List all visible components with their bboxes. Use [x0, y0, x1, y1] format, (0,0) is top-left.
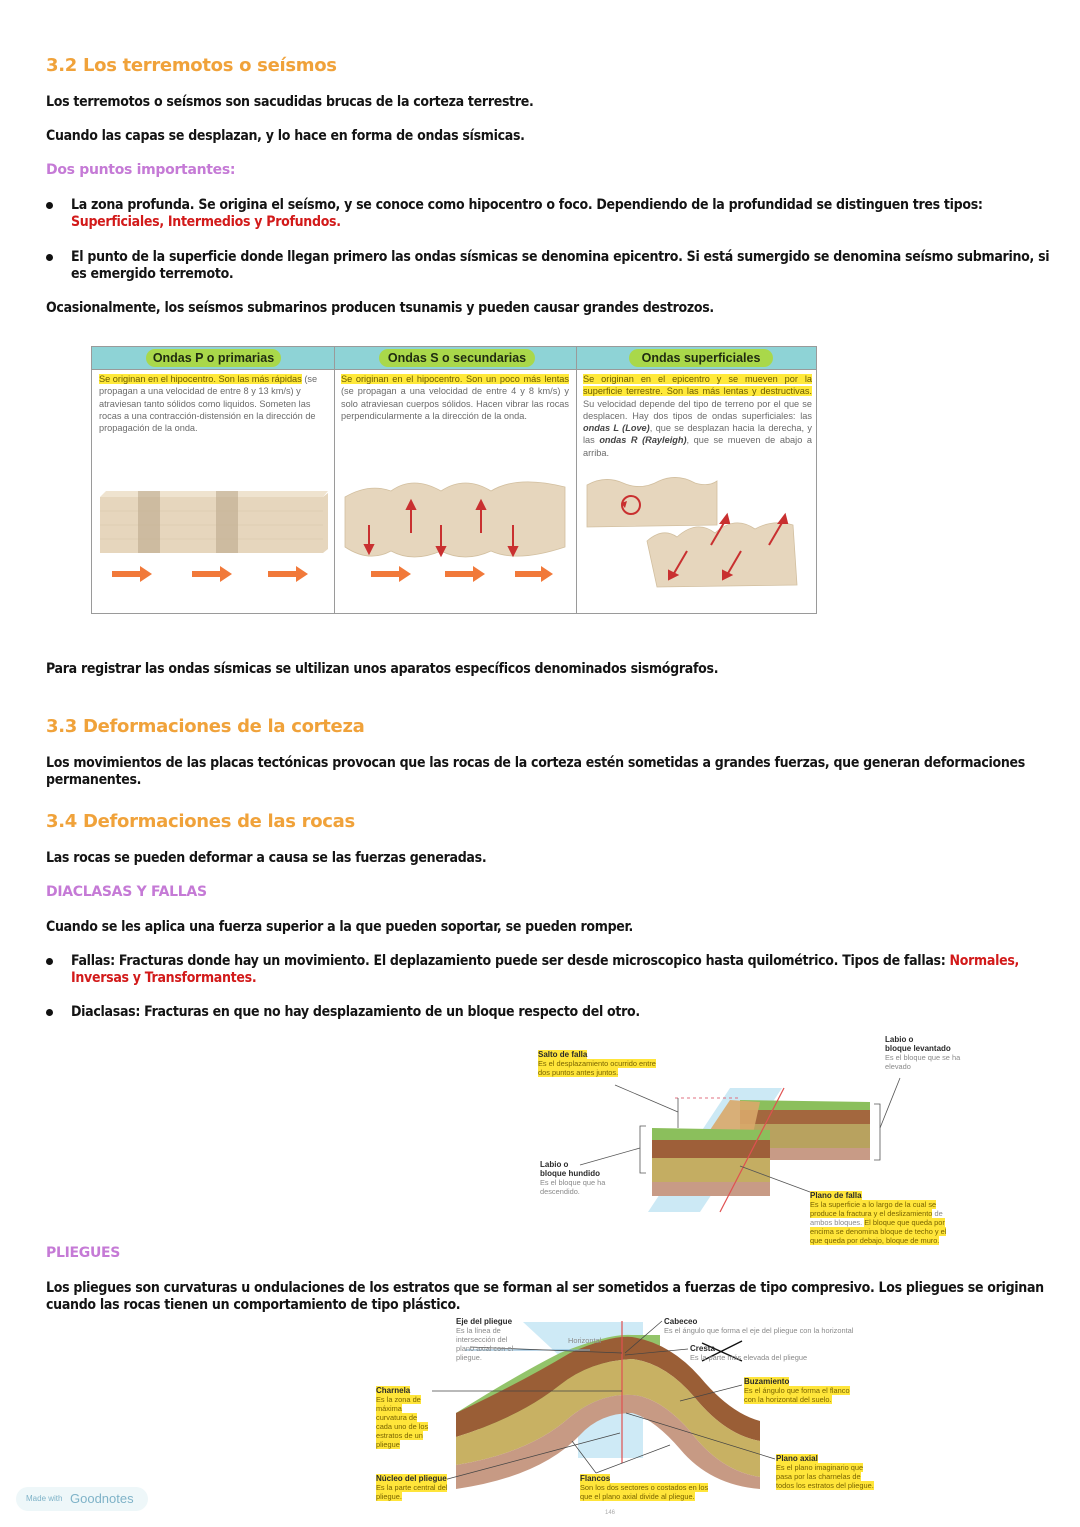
column-ondas-p — [92, 347, 335, 613]
label-desc: Es el bloque que ha descendido. — [540, 1178, 606, 1196]
header-ondas-s: Ondas S o secundarias — [379, 349, 535, 367]
highlight: Se originan en el hipocentro. Son un poco más lentas — [341, 374, 569, 384]
fault-diagram — [530, 1030, 980, 1270]
s-wave-illustration — [341, 477, 573, 587]
header-ondas-p: Ondas P o primarias — [146, 349, 281, 367]
paragraph: Las rocas se pueden deformar a causa se las fuerzas generadas. — [46, 850, 487, 866]
label-plano-axial — [776, 1454, 876, 1490]
label-desc: Son los dos sectores o costados en los que el plano axial divide al pliegue. — [580, 1483, 709, 1501]
ondas-p-description — [99, 373, 327, 434]
text: , que se mueven de abajo a arriba. — [583, 435, 812, 458]
label-flancos — [580, 1474, 710, 1501]
label-cresta — [690, 1344, 820, 1362]
paragraph: Los movimientos de las placas tectónicas provocan que las rocas de la corteza estén sometidas a grandes fuerzas, que generan deformaciones permanentes. — [46, 755, 1025, 788]
text: Su velocidad depende del tipo de terreno por el que se desplacen. Hay dos tipos de ondas superficiales: las — [583, 398, 812, 421]
goodnotes-watermark — [16, 1487, 148, 1511]
label-charnela — [376, 1386, 431, 1449]
label-desc: El bloque que queda por encima se denomina bloque de techo y el que queda por debajo, bloque de muro. — [810, 1218, 947, 1245]
watermark-brand: Goodnotes — [70, 1491, 134, 1506]
label-bloque-hundido — [540, 1160, 635, 1196]
column-ondas-superficiales — [577, 347, 816, 613]
bullet-dot — [46, 1009, 53, 1016]
label-desc: Es la zona de máxima curvatura de cada uno de los estratos de un pliegue — [376, 1395, 429, 1449]
text: , que se desplazan hacia la derecha, y las — [583, 423, 812, 446]
label-title: Labio o — [540, 1160, 569, 1169]
label-desc: Es la línea de intersección del plano axial con el pliegue. — [456, 1326, 514, 1362]
section-title-3-3: 3.3 Deformaciones de la corteza — [46, 716, 365, 737]
bullet-epicentro: El punto de la superficie donde llegan primero las ondas sísmicas se denomina epicentro. Si está sumergido se denomina seísmo submarino, si es emergido terremoto. — [71, 249, 1050, 282]
ondas-s-description — [341, 373, 569, 422]
bullet-dot — [46, 958, 53, 965]
label-nucleo-del-pliegue — [376, 1474, 456, 1501]
bullet-highlight: Normales, Inversas y Transformantes. — [71, 953, 1020, 986]
column-ondas-s — [335, 347, 577, 613]
highlight: Se originan en el hipocentro. Son las más rápidas — [99, 374, 302, 384]
seismic-waves-table — [91, 346, 817, 614]
label-plano-de-falla — [810, 1191, 955, 1245]
subheading-dos-puntos: Dos puntos importantes: — [46, 162, 236, 178]
ondas-superficiales-description — [583, 373, 812, 459]
label-title: Plano axial — [776, 1454, 818, 1463]
bullet-text: La zona profunda. Se origina el seísmo, y se conoce como hipocentro o foco. Dependiendo de la profundidad se distinguen tres tipos: — [71, 197, 983, 213]
text: (se propagan a una velocidad de entre 4 y 8 km/s) y solo atraviesan cuerpos sólidos. Hacen vibrar las rocas perpendicularmente a la dirección de la onda. — [341, 386, 569, 421]
bullet-diaclasas: Diaclasas: Fracturas en que no hay desplazamiento de un bloque respecto del otro. — [71, 1004, 640, 1020]
bullet-dot — [46, 202, 53, 209]
paragraph: Cuando las capas se desplazan, y lo hace en forma de ondas sísmicas. — [46, 128, 525, 144]
label-title: Flancos — [580, 1474, 611, 1483]
label-title: Plano de falla — [810, 1191, 862, 1200]
page-number: 146 — [605, 1510, 616, 1516]
label-bloque-levantado — [885, 1035, 980, 1071]
label-desc: Es el desplazamiento ocurrido entre dos puntos antes juntos. — [538, 1059, 656, 1077]
highlight: Se originan en el epicentro y se mueven por la superficie terrestre. Son las más lentas y destructivas. — [583, 374, 812, 397]
label-horizontal: Horizontal — [568, 1336, 602, 1345]
bullet-text: Fallas: Fracturas donde hay un movimiento. El deplazamiento puede ser desde microscopico hasta quilométrico. Tipos de fallas: — [71, 953, 950, 969]
label-desc: Es el bloque que se ha elevado — [885, 1053, 961, 1071]
paragraph-tsunamis: Ocasionalmente, los seísmos submarinos producen tsunamis y pueden causar grandes destrozos. — [46, 300, 714, 316]
paragraph-sismografos: Para registrar las ondas sísmicas se ultilizan unos aparatos específicos denominados sismógrafos. — [46, 661, 719, 677]
label-buzamiento — [744, 1377, 854, 1404]
watermark-prefix: Made with — [26, 1494, 63, 1503]
label-desc: Es el ángulo que forma el flanco con la horizontal del suelo. — [744, 1386, 850, 1404]
section-title-3-4: 3.4 Deformaciones de las rocas — [46, 811, 355, 832]
label-desc: Es la parte más elevada del pliegue — [690, 1353, 808, 1362]
surface-wave-illustration — [585, 475, 813, 595]
label-desc: Es el plano imaginario que pasa por las charnelas de todos los estratos del pliegue. — [776, 1463, 874, 1490]
bullet-dot — [46, 254, 53, 261]
label-salto-de-falla — [538, 1050, 658, 1077]
paragraph: Cuando se les aplica una fuerza superior a la que pueden soportar, se pueden romper. — [46, 919, 633, 935]
rayleigh-waves: ondas R (Rayleigh) — [599, 435, 687, 446]
subheading-pliegues: PLIEGUES — [46, 1245, 121, 1261]
paragraph: Los terremotos o seísmos son sacudidas brucas de la corteza terrestre. — [46, 94, 534, 110]
label-title: Salto de falla — [538, 1050, 588, 1059]
label-desc: Es el ángulo que forma el eje del pliegue con la horizontal — [664, 1326, 854, 1335]
label-title: Labio o — [885, 1035, 914, 1044]
label-title: Charnela — [376, 1386, 411, 1395]
label-title: Buzamiento — [744, 1377, 790, 1386]
label-title: bloque levantado — [885, 1044, 951, 1053]
label-eje-del-pliegue — [456, 1317, 526, 1362]
subheading-diaclasas-fallas: DIACLASAS Y FALLAS — [46, 884, 207, 900]
header-ondas-superficiales: Ondas superficiales — [629, 349, 773, 367]
text: (se propagan a una velocidad de entre 8 y 13 km/s) y atraviesan tanto sólidos como liquidos. Someten las rocas a una contracción-distensión en la dirección de propagación de la onda. — [99, 374, 318, 434]
bullet-highlight: Superficiales, Intermedios y Profundos. — [71, 214, 341, 230]
label-title: Cresta — [690, 1344, 715, 1353]
bullet-hipocentro — [71, 197, 1031, 231]
fold-diagram — [370, 1313, 880, 1527]
love-waves: ondas L (Love) — [583, 423, 650, 434]
label-title: Eje del pliegue — [456, 1317, 513, 1326]
p-wave-illustration — [98, 487, 330, 587]
label-title: Núcleo del pliegue — [376, 1474, 447, 1483]
label-title: Cabeceo — [664, 1317, 698, 1326]
label-desc: Es la superficie a lo largo de la cual se produce la fractura y el deslizamiento — [810, 1200, 937, 1218]
paragraph-pliegues: Los pliegues son curvaturas u ondulaciones de los estratos que se forman al ser sometidos a fuerzas de tipo compresivo. Los pliegues se originan cuando las rocas tienen un comportamiento de tipo plástico. — [46, 1280, 1044, 1313]
bullet-fallas — [71, 953, 1031, 987]
label-desc: Es la parte central del pliegue. — [376, 1483, 448, 1501]
section-title-3-2: 3.2 Los terremotos o seísmos — [46, 55, 337, 76]
label-cabeceo — [664, 1317, 874, 1335]
label-desc: de ambos bloques. — [810, 1209, 943, 1227]
label-title: bloque hundido — [540, 1169, 600, 1178]
